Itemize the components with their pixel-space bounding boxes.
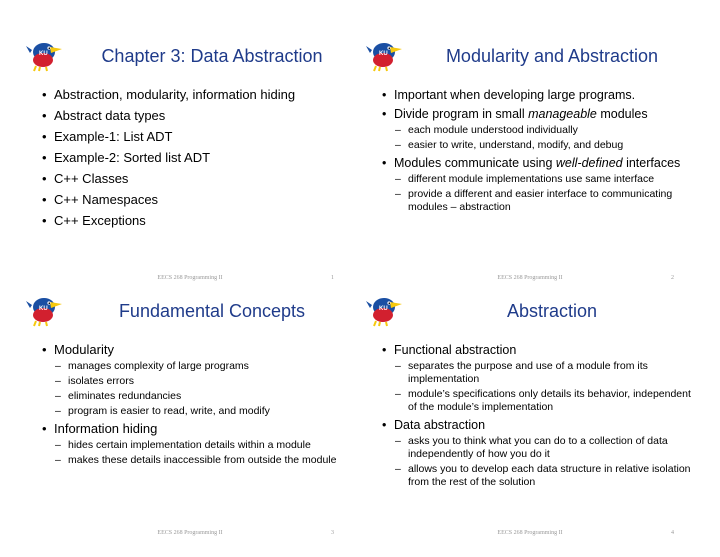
footer-text: EECS 268 Programming II — [157, 530, 223, 536]
sub-bullet-item: – different module implementations use same interface — [394, 173, 692, 186]
slide-title: Modularity and Abstraction — [445, 46, 659, 66]
jayhawk-logo-icon — [364, 38, 404, 72]
slide-body — [40, 86, 352, 233]
jayhawk-logo-icon — [24, 293, 64, 327]
jayhawk-logo-icon — [364, 293, 404, 327]
slide-title: Abstraction — [506, 301, 598, 321]
bullet-text: Modules communicate using — [394, 156, 556, 170]
bullet-text: modules — [596, 107, 648, 121]
bullet-item — [380, 105, 692, 152]
sub-bullet-item: – eliminates redundancies — [54, 390, 352, 403]
jayhawk-logo-icon — [24, 38, 64, 72]
sub-bullet-item: – allows you to develop each data structure in relative isolation from the rest of the solution — [394, 463, 692, 489]
sub-bullet-item: – isolates errors — [54, 375, 352, 388]
slide-body — [380, 341, 692, 491]
bullet-item: • Example-2: Sorted list ADT — [40, 149, 352, 167]
bullet-text: Information hiding — [54, 421, 158, 436]
emphasis-text: well-defined — [555, 156, 623, 170]
footer-text: EECS 268 Programming II — [497, 275, 563, 281]
page-number: 3 — [331, 530, 334, 536]
slide-body — [380, 86, 692, 216]
page-number: 2 — [671, 275, 674, 281]
bullet-item: • C++ Classes — [40, 170, 352, 188]
slide-3 — [20, 285, 360, 540]
bullet-item: • Example-1: List ADT — [40, 128, 352, 146]
slide-1 — [20, 30, 360, 285]
sub-bullet-item: – manages complexity of large programs — [54, 360, 352, 373]
footer-text: EECS 268 Programming II — [157, 275, 223, 281]
sub-bullet-item: – makes these details inaccessible from outside the module — [54, 454, 352, 467]
bullet-item — [40, 420, 352, 467]
bullet-item: • C++ Namespaces — [40, 191, 352, 209]
bullet-text: interfaces — [622, 156, 681, 170]
emphasis-text: manageable — [528, 107, 597, 121]
sub-bullet-item: – program is easier to read, write, and modify — [54, 405, 352, 418]
bullet-text: Functional abstraction — [394, 343, 517, 357]
bullet-text: Divide program in small — [394, 107, 529, 121]
bullet-item: • Important when developing large programs. — [380, 86, 692, 104]
slide-4 — [360, 285, 700, 540]
bullet-item — [380, 416, 692, 489]
slide-title: Fundamental Concepts — [118, 301, 306, 321]
slide-title: Chapter 3: Data Abstraction — [101, 46, 323, 66]
bullet-item: • Abstract data types — [40, 107, 352, 125]
page-number: 4 — [671, 530, 674, 536]
bullet-item: • C++ Exceptions — [40, 212, 352, 230]
sub-bullet-item: – module’s specifications only details its behavior, independent of the module’s implementation — [394, 388, 692, 414]
page-number: 1 — [331, 275, 334, 281]
sub-bullet-item: – each module understood individually — [394, 124, 692, 137]
sub-bullet-item: – hides certain implementation details within a module — [54, 439, 352, 452]
slide-2 — [360, 30, 700, 285]
bullet-item — [40, 341, 352, 418]
bullet-text: Modularity — [54, 342, 114, 357]
bullet-item — [380, 341, 692, 414]
sub-bullet-item: – separates the purpose and use of a module from its implementation — [394, 360, 692, 386]
sub-bullet-item: – asks you to think what you can do to a collection of data independently of how you do it — [394, 435, 692, 461]
slide-body — [40, 341, 352, 469]
bullet-item — [380, 154, 692, 214]
footer-text: EECS 268 Programming II — [497, 530, 563, 536]
bullet-text: Data abstraction — [394, 418, 486, 432]
bullet-item: • Abstraction, modularity, information hiding — [40, 86, 352, 104]
sub-bullet-item: – provide a different and easier interface to communicating modules – abstraction — [394, 188, 692, 214]
sub-bullet-item: – easier to write, understand, modify, and debug — [394, 139, 692, 152]
